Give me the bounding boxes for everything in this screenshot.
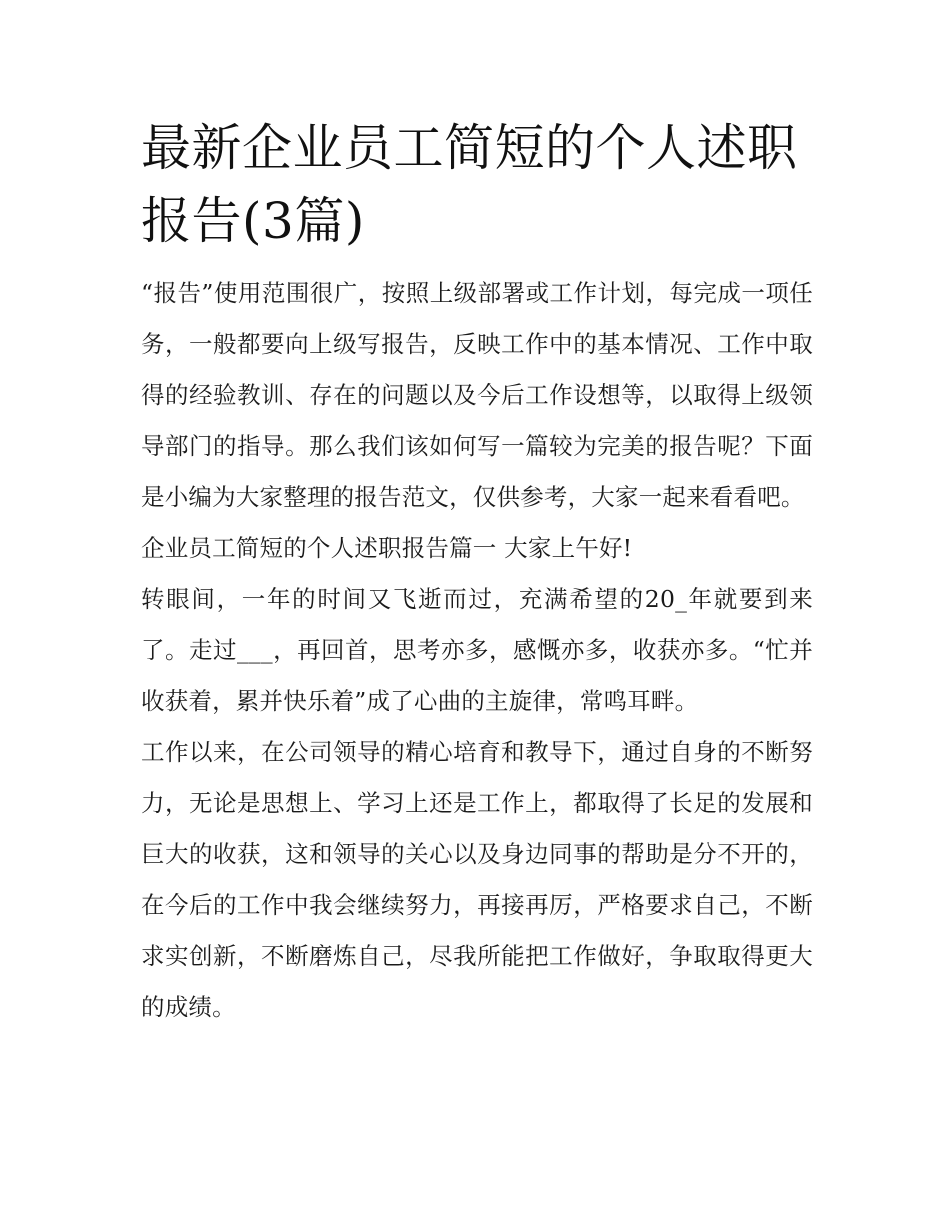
body-paragraph: 转眼间，一年的时间又飞逝而过，充满希望的20_年就要到来了。走过___，再回首，思考亦多，感慨亦多，收获亦多。“忙并收获着，累并快乐着”成了心曲的主旋律，常鸣耳畔。 — [141, 585, 813, 715]
body-paragraph: 工作以来，在公司领导的精心培育和教导下，通过自身的不断努力，无论是思想上、学习上还是工作上，都取得了长足的发展和巨大的收获，这和领导的关心以及身边同事的帮助是分不开的，在今后的工作中我会继续努力，再接再厉，严格要求自己，不断求实创新，不断磨炼自己，尽我所能把工作做好，争取取得更大的成绩。 — [141, 738, 813, 1021]
document-body — [141, 112, 813, 1033]
section-heading-paragraph: 企业员工简短的个人述职报告篇一 大家上午好! — [141, 534, 633, 562]
document-title: 最新企业员工简短的个人述职报告(3篇) — [141, 119, 798, 250]
intro-paragraph: “报告”使用范围很广，按照上级部署或工作计划，每完成一项任务，一般都要向上级写报告，反映工作中的基本情况、工作中取得的经验教训、存在的问题以及今后工作设想等，以取得上级领导部门的指导。那么我们该如何写一篇较为完美的报告呢？下面是小编为大家整理的报告范文，仅供参考，大家一起来看看吧。 — [141, 279, 813, 511]
